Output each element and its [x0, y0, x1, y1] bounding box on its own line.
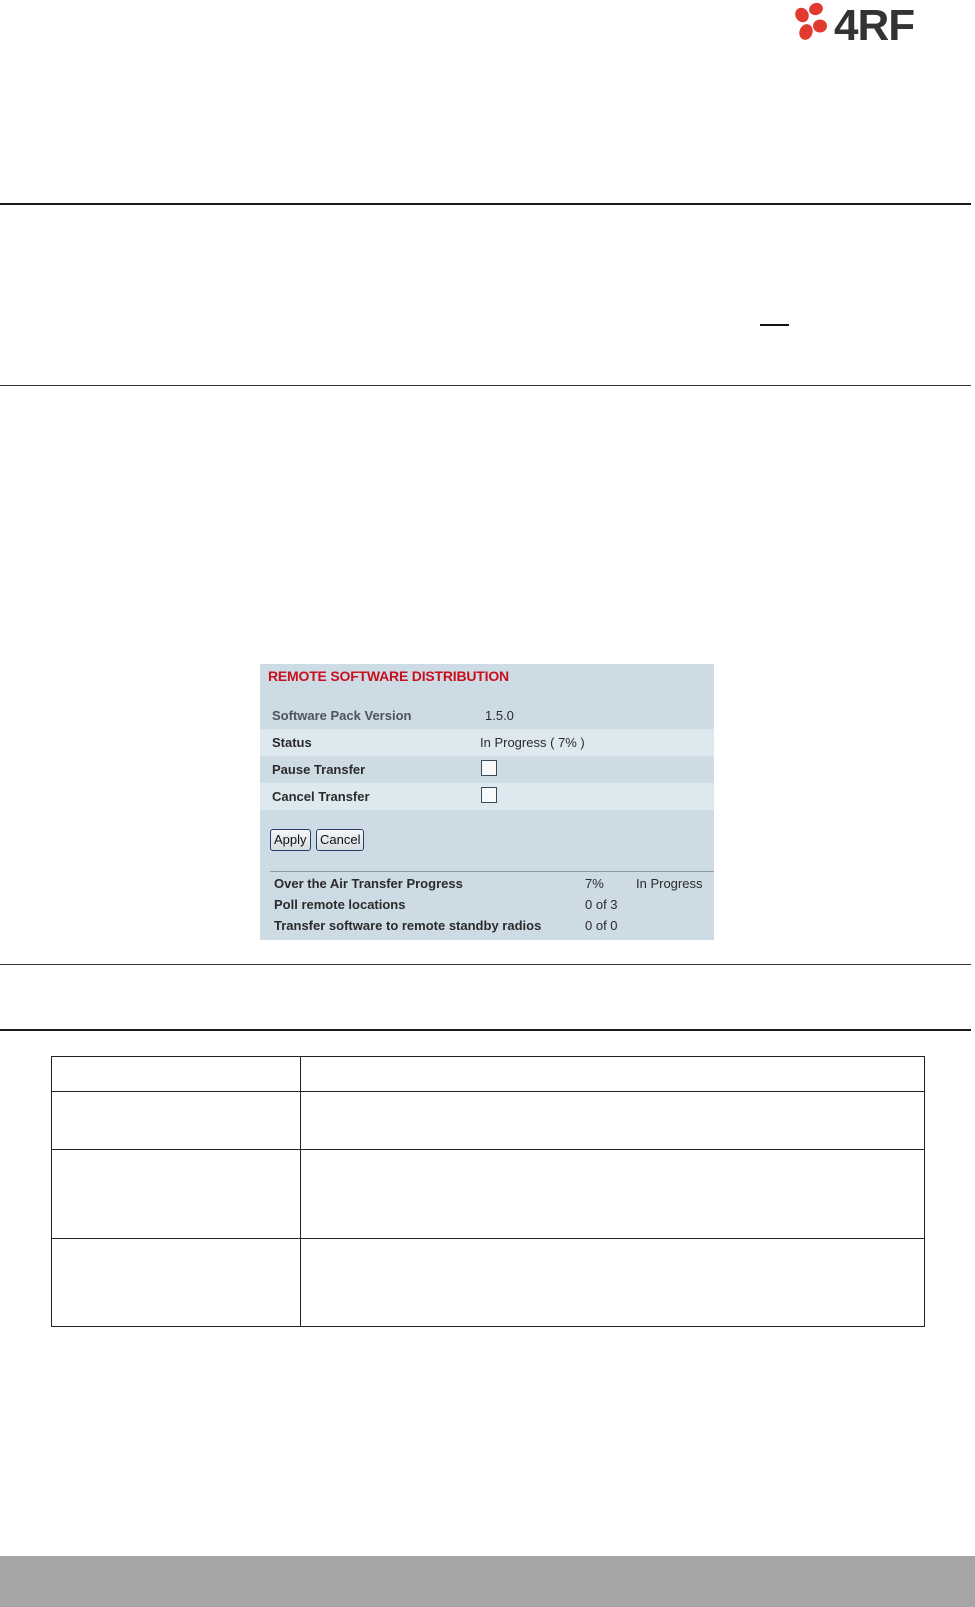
- pause-transfer-label: Pause Transfer: [272, 762, 366, 777]
- cancel-transfer-row: [260, 783, 714, 810]
- section-rule-1: [0, 203, 971, 205]
- section-rule-3: [0, 964, 971, 965]
- description-table: [51, 1056, 925, 1327]
- software-pack-version-label: Software Pack Version: [272, 708, 412, 723]
- panel-title: REMOTE SOFTWARE DISTRIBUTION: [268, 668, 509, 684]
- status-value: In Progress ( 7% ): [480, 735, 585, 750]
- cancel-transfer-checkbox[interactable]: [481, 787, 497, 803]
- pause-transfer-checkbox[interactable]: [481, 760, 497, 776]
- 4rf-logo: [790, 0, 970, 48]
- cancel-transfer-label: Cancel Transfer: [272, 789, 370, 804]
- remote-software-distribution-panel: [260, 664, 714, 940]
- table-cell: [301, 1239, 925, 1327]
- table-cell: [301, 1057, 925, 1092]
- footer-bar: [0, 1556, 975, 1607]
- section-rule-4: [0, 1029, 971, 1031]
- poll-remote-value: 0 of 3: [585, 897, 618, 912]
- poll-remote-row: [260, 895, 714, 915]
- ota-progress-label: Over the Air Transfer Progress: [274, 876, 463, 891]
- pause-transfer-row: [260, 756, 714, 783]
- table-cell: [301, 1092, 925, 1150]
- software-pack-version-row: [260, 702, 714, 729]
- table-cell: [52, 1092, 301, 1150]
- ota-progress-status: In Progress: [636, 876, 703, 891]
- progress-divider: [270, 871, 714, 872]
- poll-remote-label: Poll remote locations: [274, 897, 406, 912]
- table-row: [52, 1150, 925, 1239]
- table-row: [52, 1239, 925, 1327]
- ota-progress-value: 7%: [585, 876, 604, 891]
- status-label: Status: [272, 735, 312, 750]
- table-cell: [52, 1150, 301, 1239]
- ota-progress-row: [260, 874, 714, 894]
- table-cell: [301, 1150, 925, 1239]
- table-cell: [52, 1057, 301, 1092]
- apply-button[interactable]: Apply: [270, 829, 311, 851]
- status-row: [260, 729, 714, 756]
- standby-transfer-value: 0 of 0: [585, 918, 618, 933]
- table-cell: [52, 1239, 301, 1327]
- section-rule-2: [0, 385, 971, 386]
- table-row: [52, 1092, 925, 1150]
- table-header-row: [52, 1057, 925, 1092]
- underline-mark: [760, 324, 789, 326]
- standby-transfer-label: Transfer software to remote standby radios: [274, 918, 542, 933]
- cancel-button[interactable]: Cancel: [316, 829, 364, 851]
- svg-text:4RF: 4RF: [834, 1, 915, 48]
- software-pack-version-value: 1.5.0: [485, 708, 514, 723]
- standby-transfer-row: [260, 916, 714, 936]
